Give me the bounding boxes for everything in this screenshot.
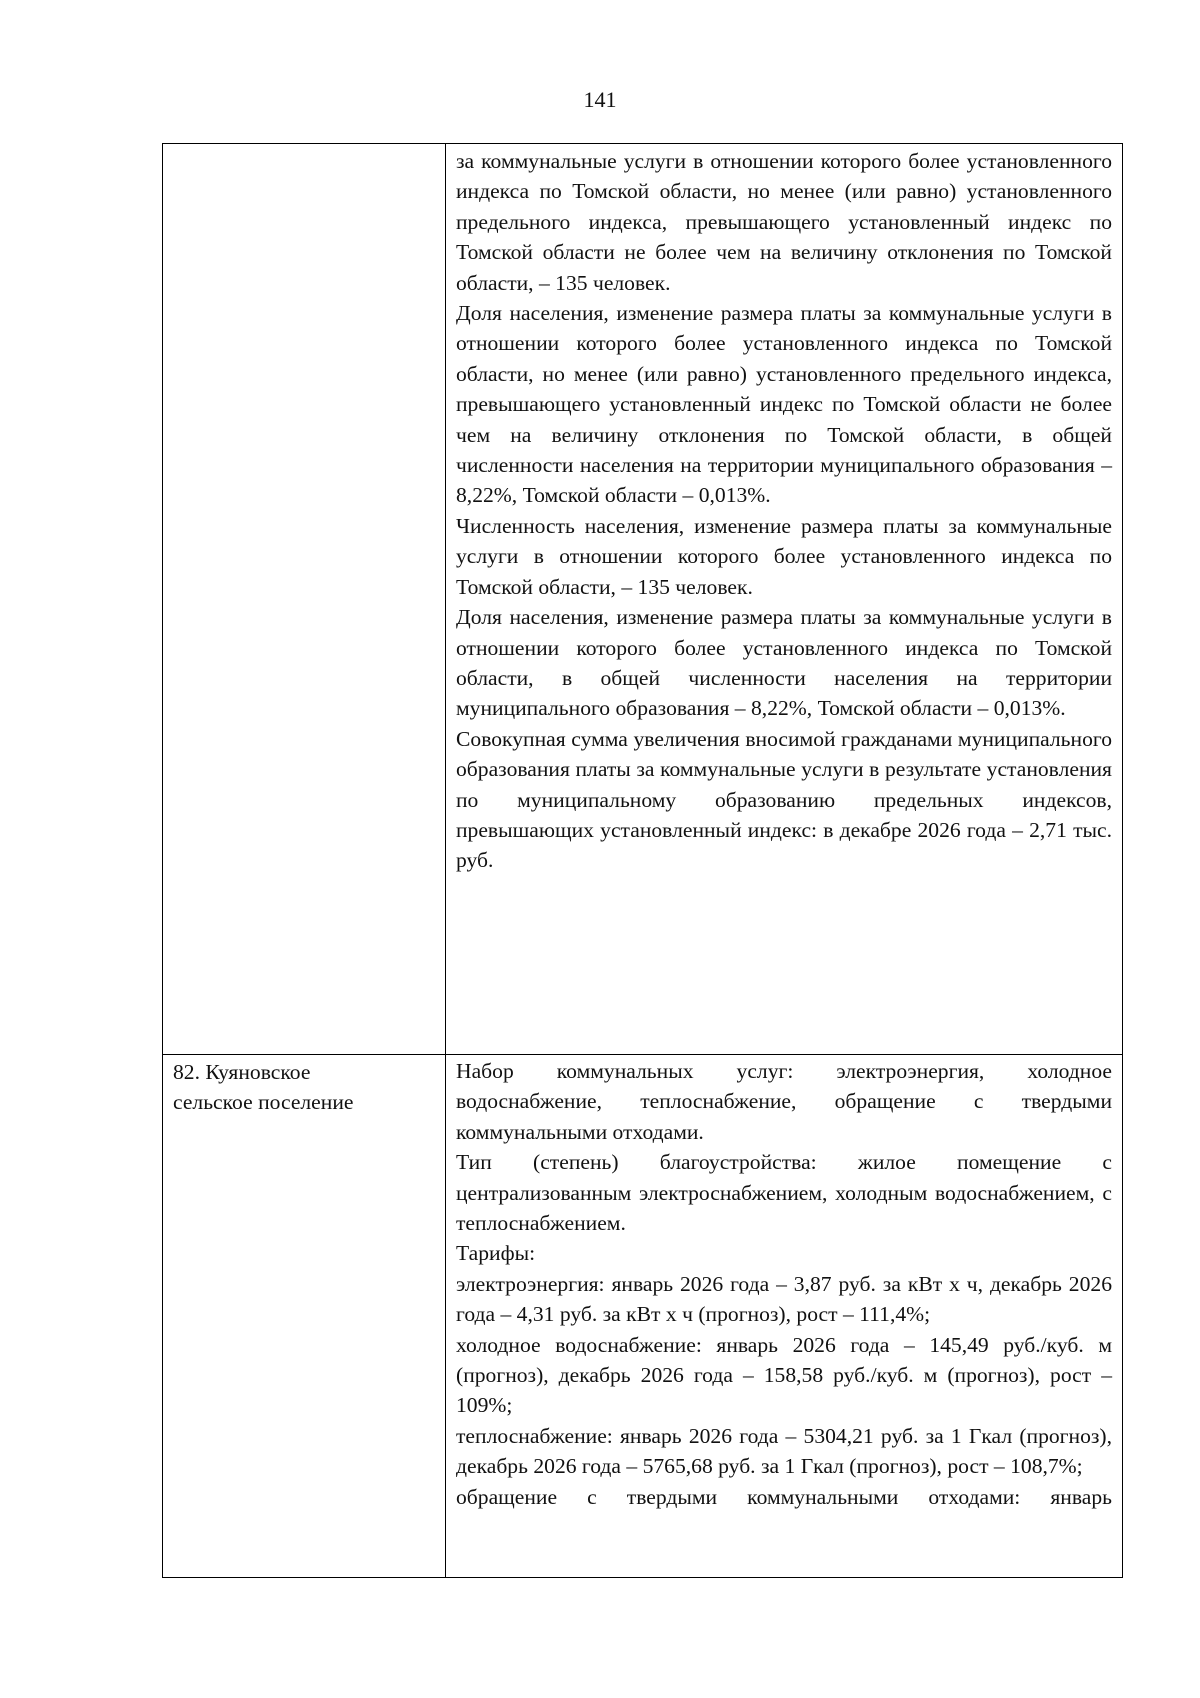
description-paragraph: Совокупная сумма увеличения вносимой гражданами муниципального образования платы за коммунальные услуги в результате установления по муниципальному образованию предельных индексов, превышающих установленный индекс: в декабре 2026 года – 2,71 тыс. руб. [456, 726, 1112, 873]
description-paragraph: за коммунальные услуги в отношении которого более установленного индекса по Томской области, но менее (или равно) установленного предельного индекса, превышающего установленный индекс по Томской области не более чем на величину отклонения по Томской области, – 135 человек. [456, 149, 1112, 295]
electricity-tariff-paragraph: электроэнергия: январь 2026 года – 3,87 руб. за кВт х ч, декабрь 2026 года – 4,31 руб. за кВт х ч (прогноз), рост – 111,4%; [456, 1271, 1112, 1327]
municipality-cell [163, 144, 446, 1055]
municipalities-table [162, 143, 1123, 1578]
utility-set-paragraph: Набор коммунальных услуг: электроэнергия, холодное водоснабжение, теплоснабжение, обращение с твердыми коммунальными отходами. [456, 1059, 1112, 1144]
description-paragraph: Доля населения, изменение размера платы за коммунальные услуги в отношении которого более установленного индекса по Томской области, в общей численности населения на территории муниципального образования – 8,22%, Томской области – 0,013%. [456, 605, 1112, 721]
heating-tariff-paragraph: теплоснабжение: январь 2026 года – 5304,21 руб. за 1 Гкал (прогноз), декабрь 2026 года – 5765,68 руб. за 1 Гкал (прогноз), рост – 108,7%; [456, 1423, 1112, 1479]
municipality-name [163, 1055, 445, 1118]
description-cell [446, 144, 1123, 1055]
municipality-name [163, 144, 445, 146]
description-paragraph: Численность населения, изменение размера платы за коммунальные услуги в отношении которого более установленного индекса по Томской области, – 135 человек. [456, 513, 1112, 599]
description-cell [446, 1055, 1123, 1578]
waste-tariff-paragraph: обращение с твердыми коммунальными отходами: январь [456, 1484, 1112, 1509]
table-row [163, 1055, 1123, 1578]
description-paragraph: Доля населения, изменение размера платы за коммунальные услуги в отношении которого более установленного индекса по Томской области, но менее (или равно) установленного предельного индекса, превышающего установленный индекс по Томской области не более чем на величину отклонения по Томской области, в общей численности населения на территории муниципального образования – 8,22%, Томской области – 0,013%. [456, 301, 1112, 508]
improvement-type-paragraph: Тип (степень) благоустройства: жилое помещение с централизованным электроснабжением, холодным водоснабжением, с теплоснабжением. [456, 1150, 1112, 1236]
page-number: 141 [583, 87, 617, 112]
municipality-cell [163, 1055, 446, 1578]
table-row [163, 144, 1123, 1055]
cold-water-tariff-paragraph: холодное водоснабжение: январь 2026 года – 145,49 руб./куб. м (прогноз), декабрь 2026 года – 158,58 руб./куб. м (прогноз), рост – 109%; [456, 1332, 1112, 1418]
municipality-name-line: сельское поселение [173, 1090, 354, 1115]
municipality-name-line: 82. Куяновское [173, 1060, 311, 1084]
tariffs-heading: Тарифы: [456, 1241, 536, 1266]
